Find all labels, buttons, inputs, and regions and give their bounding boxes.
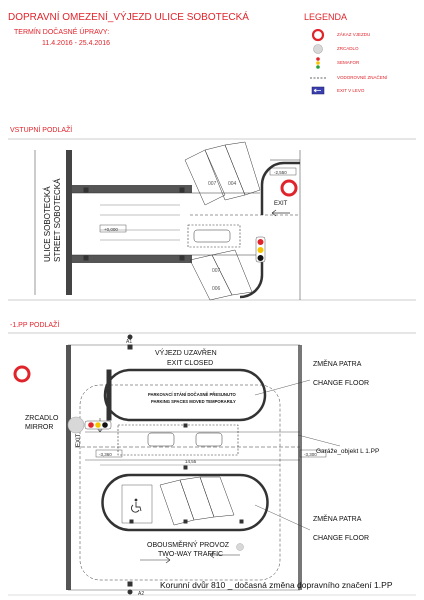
footer-caption: Korunní dvůr 810 _ dočasná změna dopravního značení 1.PP [160, 580, 393, 590]
mirror-label-en: MIRROR [25, 424, 54, 431]
dimension-label: 14,55 [185, 459, 197, 464]
change-floor-label: ZMĚNA PATRA [313, 516, 362, 523]
legend-label: VODOROVNÉ ZNAČENÍ [337, 75, 388, 80]
no-entry-sign-icon [15, 367, 29, 381]
tag-texts [99, 170, 317, 597]
stall-label: 007 [208, 181, 217, 187]
no-entry-sign-icon [282, 181, 296, 195]
garage-label: Garáže_objekt L 1.PP [316, 448, 380, 455]
exit-closed-label: VÝJEZD UZAVŘEN [155, 350, 217, 357]
page-title: DOPRAVNÍ OMEZENÍ_VÝJEZD ULICE SOBOTECKÁ [8, 12, 249, 23]
axis-label: A1 [126, 339, 133, 345]
street-label-en: STREET SOBOTECKÁ [53, 178, 62, 262]
legend-label: ZÁKAZ VJEZDU [337, 32, 371, 37]
two-way-label: OBOUSMĚRNÝ PROVOZ [147, 542, 230, 549]
mirror-label: ZRCADLO [25, 415, 59, 422]
exit-label-ground: EXIT [274, 201, 288, 207]
stall-label: 004 [228, 181, 237, 187]
mirror-icon [68, 417, 84, 433]
wheelchair-icon [131, 499, 141, 513]
legend-label: SEMAFOR [337, 60, 360, 65]
period-dates: 11.4.2016 - 25.4.2016 [42, 40, 110, 47]
change-floor-label-en: CHANGE FLOOR [313, 535, 370, 542]
two-way-label-en: TWO-WAY TRAFFIC [158, 551, 224, 558]
street-label-cz: ULICE SOBOTECKÁ [43, 186, 52, 262]
change-floor-label: ZMĚNA PATRA [313, 361, 362, 368]
level-tag: -2,550 [274, 170, 287, 175]
change-floor-label-en: CHANGE FLOOR [313, 380, 370, 387]
mirror-marker-icon [237, 544, 244, 551]
exit-closed-label-en: EXIT CLOSED [167, 360, 214, 367]
ground-floor-plan [35, 142, 300, 300]
moved-spaces-label-en: PARKING SPACES MOVED TEMPORARILY [151, 399, 236, 404]
legend-label: ZRCADLO [337, 46, 359, 51]
exit-label-basement: EXIT [76, 433, 82, 447]
section-title-basement: -1.PP PODLAŽÍ [10, 322, 60, 329]
level-tag: -3,360 [99, 452, 112, 457]
section-title-ground: VSTUPNÍ PODLAŽÍ [10, 127, 73, 134]
legend-label: EXIT V LEVO [337, 88, 365, 93]
stall-label: 007 [212, 268, 221, 274]
axis-label: A2 [138, 591, 145, 597]
traffic-light-icon [85, 421, 111, 429]
level-tag: -3,300 [304, 452, 317, 457]
period-label: TERMÍN DOČASNÉ ÚPRAVY: [14, 29, 110, 36]
traffic-light-icon [256, 237, 265, 262]
level-tag: +0,000 [104, 227, 118, 232]
legend-title: LEGENDA [304, 12, 348, 22]
stall-label: 006 [212, 286, 221, 292]
moved-spaces-label: PARKOVACÍ STÁNÍ DOČASNĚ PŘESUNUTO [148, 392, 236, 397]
